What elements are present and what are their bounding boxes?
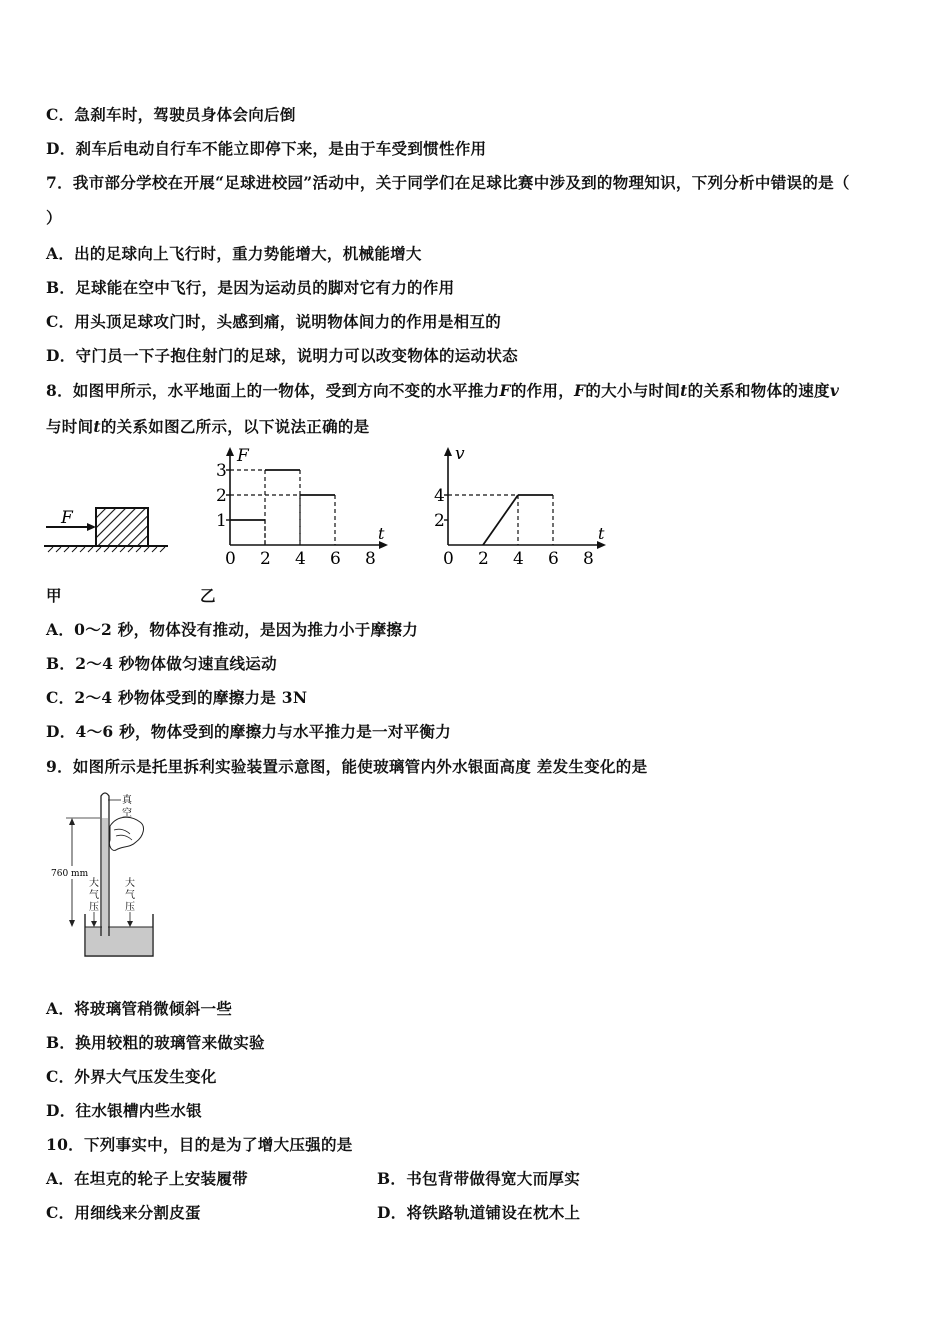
vacuum-label-1: 真 (122, 795, 132, 806)
q6-option-d: D．刹车后电动自行车不能立即停下来，是由于车受到惯性作用 (46, 139, 487, 158)
q8-option-d: D．4～6 秒，物体受到的摩擦力与水平推力是一对平衡力 (46, 722, 452, 741)
f-x-tick-4: 4 (295, 549, 306, 569)
v-y-tick-4: 4 (434, 486, 445, 506)
q7-stem-line2: ） (46, 208, 62, 227)
force-label: F (61, 508, 73, 528)
f-x-tick-8: 8 (365, 549, 376, 569)
f-y-label: F (237, 446, 249, 466)
height-label: 760 mm (51, 869, 89, 879)
q10-option-d: D．将铁路轨道铺设在枕木上 (377, 1203, 581, 1222)
v-x-tick-0: 0 (443, 549, 454, 569)
q7-option-b: B．足球能在空中飞行，是因为运动员的脚对它有力的作用 (46, 278, 455, 297)
ground-hatch (48, 547, 165, 552)
v-x-tick-6: 6 (548, 549, 559, 569)
mercury-column (102, 818, 108, 936)
q7-option-d: D．守门员一下子抱住射门的足球，说明力可以改变物体的运动状态 (46, 346, 518, 365)
q8-chart-f-t (200, 443, 400, 571)
q8-stem-line1: 8．如图甲所示，水平地面上的一物体，受到方向不变的水平推力F的作用，F的大小与时间t的关系和物体的速度v (46, 381, 840, 400)
figure-label-yi: 乙 (200, 586, 216, 605)
q8-option-b: B．2～4 秒物体做匀速直线运动 (46, 654, 277, 673)
q9-option-c: C．外界大气压发生变化 (46, 1067, 217, 1086)
q9-option-b: B．换用较粗的玻璃管来做实验 (46, 1033, 265, 1052)
f-y-axis-arrow (226, 447, 234, 456)
q8-chart-v-t (422, 443, 622, 571)
q6-option-c: C．急刹车时，驾驶员身体会向后倒 (46, 105, 296, 124)
q7-option-a: A．出的足球向上飞行时，重力势能增大，机械能增大 (46, 244, 422, 263)
q7-option-c: C．用头顶足球攻门时，头感到痛，说明物体间力的作用是相互的 (46, 312, 502, 331)
q9-torricelli-figure (48, 786, 163, 962)
f-y-tick-3: 3 (216, 461, 227, 481)
q9-option-d: D．往水银槽内些水银 (46, 1101, 202, 1120)
block (96, 508, 148, 546)
q8-stem-line2: 与时间t的关系如图乙所示，以下说法正确的是 (46, 417, 370, 436)
v-y-label: v (455, 444, 465, 464)
v-y-axis-arrow (444, 447, 452, 456)
q8-figure-jia (44, 500, 174, 558)
atm-right-1: 大 (125, 878, 135, 889)
atm-right-2: 气 (125, 890, 135, 901)
q10-option-c: C．用细线来分割皮蛋 (46, 1203, 201, 1222)
hand-icon (109, 817, 143, 850)
v-segment-2 (483, 495, 518, 545)
q7-stem-line1: 7．我市部分学校在开展“足球进校园”活动中，关于同学们在足球比赛中涉及到的物理知识，下列分析中错误的是（ (46, 173, 850, 192)
q10-stem: 10．下列事实中，目的是为了增大压强的是 (46, 1135, 353, 1154)
v-y-tick-2: 2 (434, 511, 445, 531)
q9-stem: 9．如图所示是托里拆利实验装置示意图，能使玻璃管内外水银面高度 差发生变化的是 (46, 757, 648, 776)
atm-left-3: 压 (89, 902, 99, 913)
figure-label-jia: 甲 (46, 586, 62, 605)
atm-right-3: 压 (125, 902, 135, 913)
f-y-tick-1: 1 (216, 511, 227, 531)
v-x-tick-4: 4 (513, 549, 524, 569)
q9-option-a: A．将玻璃管稍微倾斜一些 (46, 999, 233, 1018)
q10-option-a: A．在坦克的轮子上安装履带 (46, 1169, 248, 1188)
v-x-label: t (598, 524, 605, 543)
vacuum-label-2: 空 (122, 808, 132, 819)
q8-option-a: A．0～2 秒，物体没有推动，是因为推力小于摩擦力 (46, 620, 418, 639)
atm-left-2: 气 (89, 890, 99, 901)
v-x-tick-2: 2 (478, 549, 489, 569)
f-x-label: t (378, 524, 385, 543)
v-x-tick-8: 8 (583, 549, 594, 569)
atm-left-1: 大 (89, 878, 99, 889)
f-x-tick-6: 6 (330, 549, 341, 569)
q10-option-b: B．书包背带做得宽大而厚实 (377, 1169, 581, 1188)
mercury-in-trough (86, 927, 152, 955)
f-x-tick-2: 2 (260, 549, 271, 569)
f-x-tick-0: 0 (225, 549, 236, 569)
q8-option-c: C．2～4 秒物体受到的摩擦力是 3N (46, 688, 308, 707)
f-y-tick-2: 2 (216, 486, 227, 506)
force-arrowhead (87, 523, 96, 531)
